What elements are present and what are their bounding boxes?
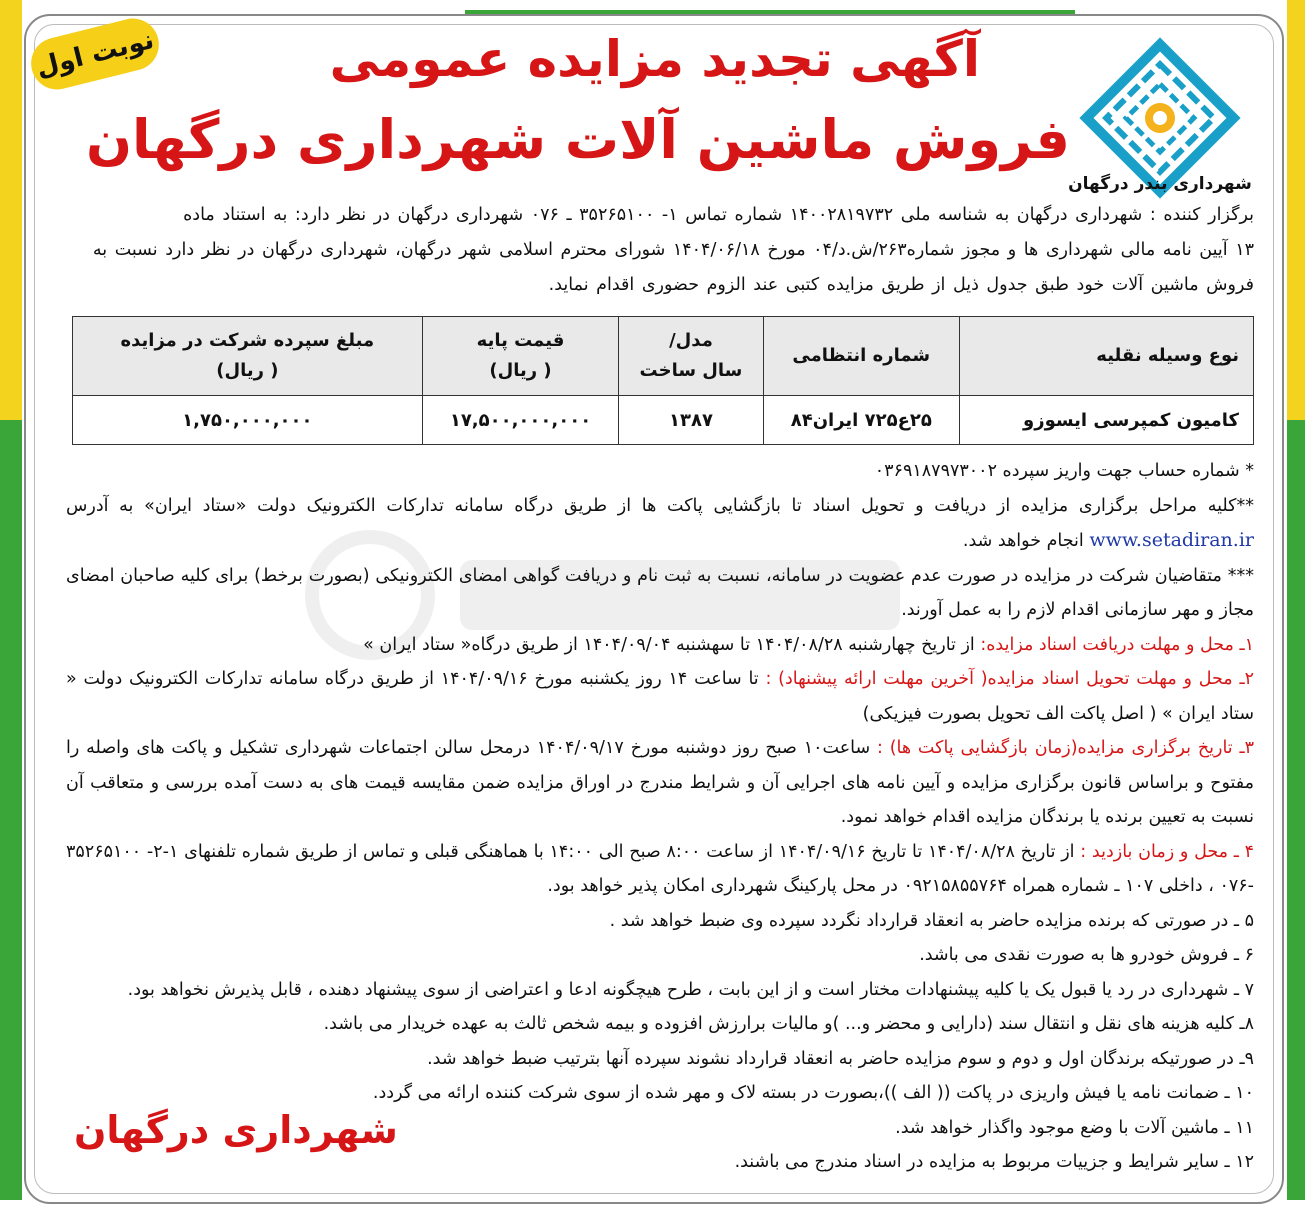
auction-items-table bbox=[72, 316, 1254, 445]
conditions-body bbox=[66, 454, 1254, 1180]
intro-line: برگزار کننده : شهرداری درگهان به شناسه ملی ۱۴۰۰۲۸۱۹۷۳۲ شماره تماس ۱- ۳۵۲۶۵۱۰۰ ـ ۰۷۶ شهرداری درگهان در نظر دارد: به استناد ماده bbox=[183, 205, 1254, 225]
header-base-line: قیمت پایه bbox=[476, 330, 565, 351]
header-vehicle-type: نوع وسیله نقلیه bbox=[960, 317, 1254, 396]
header-model-year bbox=[619, 317, 763, 396]
condition-label: ۳ـ تاریخ برگزاری مزایده(زمان بازگشایی پاکت ها) : bbox=[876, 738, 1255, 758]
cell-vehicle: کامیون کمپرسی ایسوزو bbox=[960, 396, 1254, 445]
header-model-line: سال ساخت bbox=[639, 360, 743, 381]
condition-text: از تاریخ چهارشنبه ۱۴۰۴/۰۸/۲۸ تا سهشنبه ۱۴۰۴/۰۹/۰۴ از طریق درگاه« ستاد ایران » bbox=[363, 634, 981, 655]
setad-link[interactable]: www.setadiran.ir bbox=[1089, 529, 1254, 551]
intro-line: فروش ماشین آلات خود طبق جدول ذیل از طریق مزایده کتبی عند الزوم حضوری اقدام نماید. bbox=[548, 275, 1254, 295]
header-deposit bbox=[73, 317, 423, 396]
intro-line: ۱۳ آیین نامه مالی شهرداری ها و مجوز شماره۲۶۳/ش.د/۰۴ مورخ ۱۴۰۴/۰۶/۱۸ شورای محترم اسلامی شهر درگهان، شهرداری درگهان در نظر دارد نسبت به bbox=[92, 240, 1254, 260]
condition-item: ۱۰ ـ ضمانت نامه یا فیش واریزی در پاکت (( الف ))،بصورت در بسته لاک و مهر شده از سوی شرکت کننده ارائه می گردد. bbox=[372, 1083, 1254, 1103]
condition-item: ۵ ـ در صورتی که برنده مزایده حاضر به انعقاد قرارداد نگردد سپرده وی ضبط خواهد شد . bbox=[609, 910, 1254, 931]
condition-item bbox=[66, 628, 1254, 663]
condition-item: ۹ـ در صورتیکه برندگان اول و دوم و سوم مزایده حاضر به انعقاد قرارداد نشوند سپرده آنها بترتیب ضبط خواهد شد. bbox=[427, 1048, 1254, 1069]
condition-text: تا ساعت ۱۴ روز یکشنبه مورخ ۱۴۰۴/۰۹/۱۶ از طریق درگاه سامانه تدارکات الکترونیک دولت « ستاد ایران » ( اصل پاکت الف تحویل بصورت فیزیکی) bbox=[66, 669, 1254, 724]
condition-label: ۱ـ محل و مهلت دریافت اسناد مزایده: bbox=[980, 634, 1254, 655]
account-number: * شماره حساب جهت واریز سپرده ۰۳۶۹۱۸۷۹۷۳۰۰۲ bbox=[874, 461, 1254, 481]
condition-item bbox=[66, 662, 1254, 731]
header-base-price bbox=[422, 317, 619, 396]
condition-item bbox=[66, 835, 1254, 904]
header-deposit-line: ( ریال) bbox=[216, 360, 279, 381]
cell-model: ۱۳۸۷ bbox=[619, 396, 763, 445]
condition-text: از تاریخ ۱۴۰۴/۰۸/۲۸ تا تاریخ ۱۴۰۴/۰۹/۱۶ از ساعت ۸:۰۰ صبح الی ۱۴:۰۰ با هماهنگی قبلی و تماس از طریق شماره تلفنهای ۱-۲- ۳۵۲۶۵۱۰۰ -۰۷۶ ، داخلی ۱۰۷ ـ شماره همراه ۰۹۲۱۵۸۵۵۷۶۴ در محل پارکینگ شهرداری امکان پذیر خواهد بود. bbox=[66, 841, 1254, 896]
cell-plate: ۲۵ع۷۲۵ ایران۸۴ bbox=[763, 396, 959, 445]
condition-item: ۶ ـ فروش خودرو ها به صورت نقدی می باشد. bbox=[919, 945, 1254, 965]
condition-label: ۲ـ محل و مهلت تحویل اسناد مزایده( آخرین مهلت ارائه پیشنهاد) : bbox=[765, 669, 1254, 689]
setad-paragraph bbox=[66, 489, 1254, 559]
table-header-row bbox=[73, 317, 1254, 396]
page-edge-green-left bbox=[0, 420, 22, 1200]
cell-deposit: ۱,۷۵۰,۰۰۰,۰۰۰ bbox=[73, 396, 423, 445]
condition-item: ۷ ـ شهرداری در رد یا قبول یک یا کلیه پیشنهادات مختار است و از این بابت ، طرح هیچگونه ادعا و اعتراضی از سوی پیشنهاد دهنده ، قابل پذیرش نخواهد بود. bbox=[127, 979, 1254, 1000]
setad-text-end: انجام خواهد شد. bbox=[962, 531, 1084, 551]
header-plate-number: شماره انتظامی bbox=[763, 317, 959, 396]
page-edge-green-right bbox=[1287, 420, 1305, 1200]
setad-text: **کلیه مراحل برگزاری مزایده از دریافت و تحویل اسناد تا بازگشایی پاکت ها از طریق درگاه سامانه تدارکات الکترونیک دولت «ستاد ایران» به آدرس bbox=[66, 495, 1254, 516]
logo-caption: شهرداری بندر درگهان bbox=[1068, 174, 1252, 194]
notice-subtitle: فروش ماشین آلات شهرداری درگهان bbox=[85, 108, 1070, 171]
condition-item: ۸ـ کلیه هزینه های نقل و انتقال سند (دارایی و محضر و... )و مالیات برارزش افزوده و بیمه شخص ثالث به عهده خریدار می باشد. bbox=[323, 1014, 1254, 1034]
intro-paragraph bbox=[64, 198, 1254, 303]
header-model-line: مدل/ bbox=[669, 330, 713, 351]
cell-base-price: ۱۷,۵۰۰,۰۰۰,۰۰۰ bbox=[422, 396, 619, 445]
page-edge-yellow-left bbox=[0, 0, 22, 420]
condition-item: ۱۲ ـ سایر شرایط و جزییات مربوط به مزایده در اسناد مندرج می باشند. bbox=[734, 1152, 1254, 1172]
header-deposit-line: مبلغ سپرده شرکت در مزایده bbox=[120, 330, 375, 351]
condition-text: ساعت۱۰ صبح روز دوشنبه مورخ ۱۴۰۴/۰۹/۱۷ درمحل سالن اجتماعات شهرداری تشکیل و پاکت های واصله را مفتوح و براساس قانون برگزاری مزایده و آیین نامه های اجرایی آن و شرایط مندرج در اوراق مزایده ضمن مقایسه قیمت های به دست آمده بررسی و متعاقب آن نسبت به تعیین برنده یا برندگان مزایده اقدام خواهد نمود. bbox=[66, 738, 1254, 827]
condition-item bbox=[66, 731, 1254, 835]
notice-title: آگهی تجدید مزایده عمومی bbox=[329, 30, 980, 88]
digital-signature-paragraph: *** متقاضیان شرکت در مزایده در صورت عدم عضویت در سامانه، نسبت به ثبت نام و دریافت گواهی امضای الکترونیکی (بصورت برخط) برای کلیه صاحبان امضای مجاز و مهر سازمانی اقدام لازم را به عمل آورند. bbox=[66, 565, 1254, 620]
page-edge-yellow-right bbox=[1287, 0, 1305, 420]
table-row bbox=[73, 396, 1254, 445]
municipality-signature: شهرداری درگهان bbox=[74, 1108, 398, 1152]
condition-label: ۴ ـ محل و زمان بازدید : bbox=[1080, 841, 1254, 862]
condition-item: ۱۱ ـ ماشین آلات با وضع موجود واگذار خواهد شد. bbox=[895, 1117, 1254, 1138]
header-base-line: ( ریال) bbox=[489, 360, 552, 381]
first-round-badge: نوبت اول bbox=[26, 13, 165, 95]
